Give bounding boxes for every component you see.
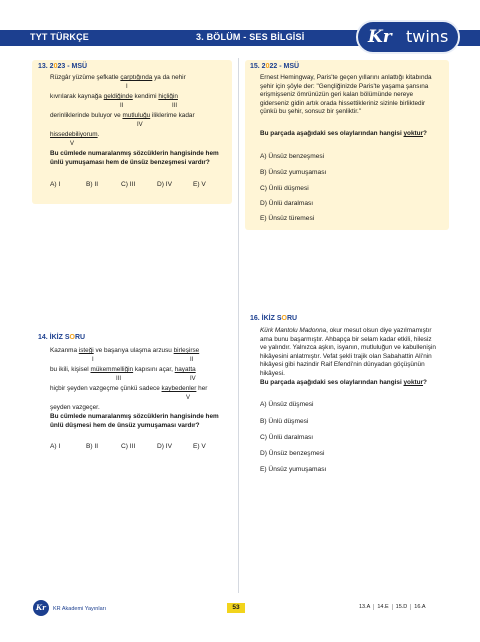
q13-l4b: . xyxy=(97,131,100,138)
q16-option-b[interactable]: B) Ünlü düşmesi xyxy=(260,418,309,425)
answer-16: 16.A xyxy=(410,604,428,610)
q15-option-a[interactable]: A) Ünsüz benzeşmesi xyxy=(260,153,325,160)
q13-option-d[interactable]: D) IV xyxy=(157,181,173,188)
q14-option-c[interactable]: C) III xyxy=(121,443,136,450)
q16-title-post: RU xyxy=(286,315,298,322)
q13-l3a: derinliklerinde buluyor ve xyxy=(50,112,123,119)
q16-qb: ? xyxy=(423,379,427,386)
q14-option-a[interactable]: A) I xyxy=(50,443,61,450)
q13-l2a: kıvrılarak kaynağa xyxy=(50,93,104,100)
q14-num-1: I xyxy=(92,357,94,363)
q15-title-post: 22 - MSÜ xyxy=(269,63,300,70)
publisher-name: KR Akademi Yayınları xyxy=(53,606,106,612)
q13-num-3: III xyxy=(172,103,178,109)
q15-passage: Ernest Hemingway, Paris'te geçen yıllarını anlattığı kitabında şehir için şöyle der: "Gençliğinizde Paris'te yaşama şansına erişmişseniz ömrünüzün geri kalan bölümünde nereye giderseniz gidin artık orada hissettikleriniz sizinle birliktedir çünkü bu şehir, sonsuz bir şenliktir." xyxy=(260,74,432,116)
page-number: 53 xyxy=(227,603,245,613)
q13-title-post: 23 - MSÜ xyxy=(57,63,88,70)
q16-title-pre: 16. İKİZ S xyxy=(250,315,282,322)
subject-title: TYT TÜRKÇE xyxy=(30,32,89,42)
q13-question: Bu cümlede numaralanmış sözcüklerin hangisinde hem ünlü yumuşaması hem de ünsüz benzeşmesi vardır? xyxy=(50,150,219,166)
footer-logo-icon xyxy=(33,600,49,616)
q16-question xyxy=(260,379,440,388)
q14-l2a: bu ikili, kişisel xyxy=(50,366,91,373)
q13-l1a: Rüzgâr yüzüme şefkatle xyxy=(50,74,121,81)
q13-option-e[interactable]: E) V xyxy=(193,181,206,188)
q13-l2b: kendimi xyxy=(132,93,159,100)
q14-title-post: RU xyxy=(74,334,86,341)
q16-option-d[interactable]: D) Ünsüz benzeşmesi xyxy=(260,450,325,457)
q13-option-a[interactable]: A) I xyxy=(50,181,61,188)
q14-title-pre: 14. İKİZ S xyxy=(38,334,70,341)
q13-word-2: geldiğinde xyxy=(103,93,133,100)
q15-question xyxy=(260,130,440,139)
q15-option-d[interactable]: D) Ünlü daralması xyxy=(260,200,314,207)
q15-option-b[interactable]: B) Ünsüz yumuşaması xyxy=(260,169,327,176)
page-header xyxy=(0,0,480,58)
q15-option-c[interactable]: C) Ünlü düşmesi xyxy=(260,185,309,192)
q13-word-3: hiçliğin xyxy=(158,93,178,100)
q14-l1b: ve başarıya ulaşma arzusu xyxy=(93,347,174,354)
q14-l3a: hiçbir şeyden vazgeçme çünkü sadece xyxy=(50,385,162,392)
q15-title-pre: 15. 2 xyxy=(250,63,266,70)
q14-line-3 xyxy=(50,385,207,394)
question-13-title xyxy=(38,63,87,70)
q16-passage xyxy=(260,327,440,379)
q14-l3b: her xyxy=(196,385,208,392)
q15-qu: yoktur xyxy=(403,130,424,137)
q15-qb: ? xyxy=(423,130,427,137)
logo-mark: Kr xyxy=(368,27,392,47)
q13-line-3 xyxy=(50,112,195,121)
q16-option-e[interactable]: E) Ünsüz yumuşaması xyxy=(260,466,327,473)
q14-l2b: kapısını açar, xyxy=(133,366,175,373)
q14-word-4: hayatta xyxy=(174,366,196,373)
q14-word-2: birleşirse xyxy=(173,347,200,354)
q14-title-o: O xyxy=(69,334,75,341)
q13-line-2 xyxy=(50,93,178,102)
q14-num-4: IV xyxy=(190,376,196,382)
q14-word-3: mükemmelliğin xyxy=(90,366,134,373)
q14-word-5: kaybedenler xyxy=(161,385,197,392)
q14-word-1: isteği xyxy=(78,347,94,354)
q16-qu: yoktur xyxy=(403,379,424,386)
q13-num-4: IV xyxy=(137,122,143,128)
question-14-title xyxy=(38,334,85,341)
q14-line-2 xyxy=(50,366,196,375)
q14-question: Bu cümlede numaralanmış sözcüklerin hangisinde hem ünlü düşmesi hem de ünsüz yumuşaması vardır? xyxy=(50,413,219,429)
q15-title-o: 0 xyxy=(265,63,270,70)
logo-word: twins xyxy=(406,27,449,46)
q13-option-c[interactable]: C) III xyxy=(121,181,136,188)
q13-word-4: mutluluğu xyxy=(122,112,151,119)
question-16-title xyxy=(250,315,297,322)
q14-num-2: II xyxy=(190,357,194,363)
question-15-title xyxy=(250,63,299,70)
q16-passage-text: , okur mesut olsun diye yazılmamıştır ama bunu başarmıştır. Ahbapça bir selam kadar etkili, hilesiz ve yalındır. Yalnızca aşkın, isyanın, mutluluğun ve kabullenişin hikâyesini anlatmıştır. Vefat şekli trajik olan Sabahattin Ali'nin hikâyesi gibi hazindir Raif Efendi'nin dünyadan göçüşünün hikâyesi. xyxy=(260,327,436,377)
q15-option-e[interactable]: E) Ünsüz türemesi xyxy=(260,215,315,222)
q13-num-5: V xyxy=(70,141,75,147)
q14-option-e[interactable]: E) V xyxy=(193,443,206,450)
q16-option-a[interactable]: A) Ünsüz düşmesi xyxy=(260,401,314,408)
q14-num-5: V xyxy=(186,395,191,401)
q13-num-2: II xyxy=(120,103,124,109)
q14-line-4: şeyden vazgeçer. xyxy=(50,404,100,411)
q13-l1b: ya da nehir xyxy=(152,74,186,81)
q15-qa: Bu parçada aşağıdaki ses olaylarından hangisi xyxy=(260,130,404,137)
answer-13: 13.A xyxy=(359,604,371,610)
q16-option-c[interactable]: C) Ünlü daralması xyxy=(260,434,314,441)
q13-word-1: çarptığında xyxy=(120,74,153,81)
brand-logo xyxy=(356,20,460,54)
answer-14: 14.E xyxy=(373,604,391,610)
q16-title-o: O xyxy=(281,315,287,322)
q13-num-1: I xyxy=(126,84,128,90)
q13-line-1 xyxy=(50,74,186,83)
q16-qa: Bu parçada aşağıdaki ses olaylarından hangisi xyxy=(260,379,404,386)
footer-logo-mark: Kr xyxy=(36,603,46,612)
q13-l3b: iliklerime kadar xyxy=(150,112,195,119)
q13-word-5: hissedebiliyorum xyxy=(50,131,98,138)
q14-num-3: III xyxy=(116,376,122,382)
q13-title-pre: 13. 2 xyxy=(38,63,54,70)
q14-l1a: Kazanma xyxy=(50,347,79,354)
q13-title-o: 0 xyxy=(53,63,58,70)
q14-option-d[interactable]: D) IV xyxy=(157,443,173,450)
q14-line-1 xyxy=(50,347,199,356)
q13-line-4 xyxy=(50,131,99,140)
answer-key xyxy=(356,604,429,610)
section-title: 3. BÖLÜM - SES BİLGİSİ xyxy=(196,32,305,42)
q14-option-b[interactable]: B) II xyxy=(86,443,99,450)
q13-option-b[interactable]: B) II xyxy=(86,181,99,188)
column-divider xyxy=(238,58,239,593)
answer-15: 15.D xyxy=(392,604,411,610)
q16-book-title: Kürk Mantolu Madonna xyxy=(260,327,327,334)
